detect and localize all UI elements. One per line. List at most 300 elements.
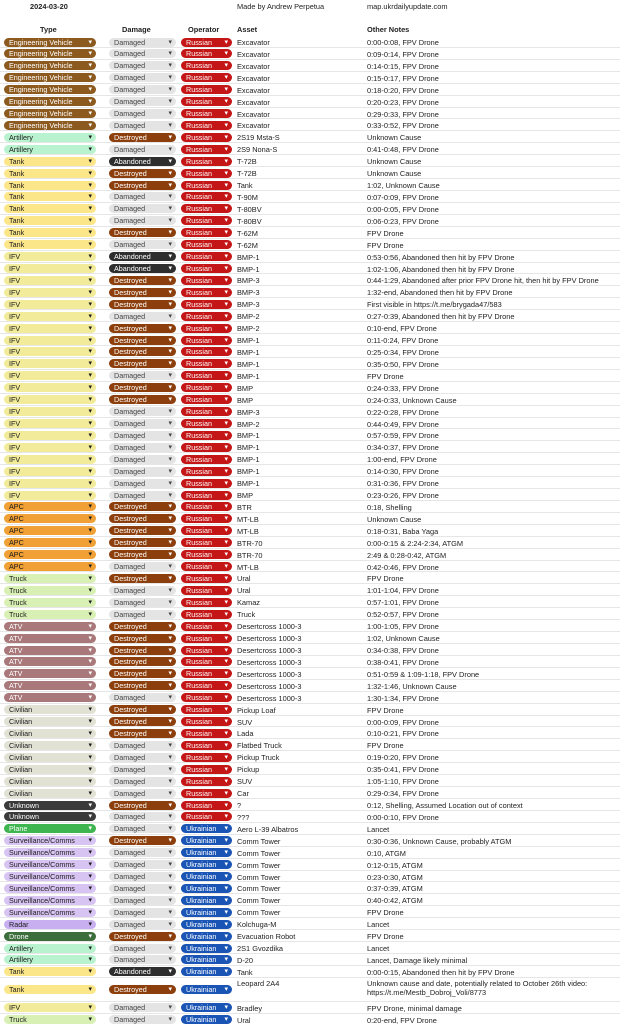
type-dropdown[interactable]: Surveillance/Comms ▾: [4, 872, 96, 881]
type-dropdown[interactable]: Radar ▾: [4, 920, 96, 929]
operator-dropdown[interactable]: Russian ▾: [181, 777, 232, 786]
type-dropdown[interactable]: Truck ▾: [4, 598, 96, 607]
type-dropdown[interactable]: IFV ▾: [4, 300, 96, 309]
damage-dropdown[interactable]: Damaged ▾: [109, 908, 176, 917]
operator-dropdown[interactable]: Russian ▾: [181, 765, 232, 774]
table-row: [0, 286, 620, 298]
damage-dropdown[interactable]: Damaged ▾: [109, 598, 176, 607]
operator-dropdown[interactable]: Ukrainian ▾: [181, 944, 232, 953]
notes-cell: 0:18-0:31, Baba Yaga: [367, 526, 439, 536]
operator-dropdown[interactable]: Russian ▾: [181, 216, 232, 225]
table-row: [0, 453, 620, 465]
table-row: [0, 489, 620, 501]
table-row: [0, 572, 620, 584]
type-dropdown[interactable]: Tank ▾: [4, 985, 96, 994]
operator-dropdown[interactable]: Russian ▾: [181, 145, 232, 154]
type-dropdown[interactable]: IFV ▾: [4, 1003, 96, 1012]
operator-dropdown[interactable]: Russian ▾: [181, 729, 232, 738]
operator-dropdown[interactable]: Russian ▾: [181, 359, 232, 368]
operator-dropdown[interactable]: Ukrainian ▾: [181, 920, 232, 929]
damage-dropdown[interactable]: Destroyed ▾: [109, 169, 176, 178]
damage-dropdown[interactable]: Destroyed ▾: [109, 538, 176, 547]
asset-cell: MT-LB: [237, 562, 259, 572]
damage-dropdown[interactable]: Destroyed ▾: [109, 181, 176, 190]
notes-cell: Unknown Cause: [367, 157, 422, 167]
operator-dropdown[interactable]: Russian ▾: [181, 491, 232, 500]
type-dropdown[interactable]: Artillery ▾: [4, 133, 96, 142]
asset-cell: BMP-1: [237, 264, 260, 274]
type-dropdown[interactable]: Civilian ▾: [4, 717, 96, 726]
type-dropdown[interactable]: Engineering Vehicle ▾: [4, 121, 96, 130]
type-dropdown[interactable]: Tank ▾: [4, 240, 96, 249]
damage-dropdown[interactable]: Destroyed ▾: [109, 383, 176, 392]
operator-dropdown[interactable]: Russian ▾: [181, 526, 232, 535]
damage-dropdown[interactable]: Destroyed ▾: [109, 729, 176, 738]
damage-dropdown[interactable]: Damaged ▾: [109, 443, 176, 452]
type-dropdown[interactable]: Engineering Vehicle ▾: [4, 85, 96, 94]
table-row: [0, 787, 620, 799]
operator-dropdown[interactable]: Russian ▾: [181, 550, 232, 559]
type-dropdown[interactable]: Tank ▾: [4, 228, 96, 237]
type-dropdown[interactable]: Tank ▾: [4, 967, 96, 976]
operator-dropdown[interactable]: Russian ▾: [181, 38, 232, 47]
type-dropdown[interactable]: Tank ▾: [4, 204, 96, 213]
type-dropdown[interactable]: Civilian ▾: [4, 777, 96, 786]
operator-dropdown[interactable]: Russian ▾: [181, 192, 232, 201]
type-dropdown[interactable]: Engineering Vehicle ▾: [4, 49, 96, 58]
damage-dropdown[interactable]: Destroyed ▾: [109, 276, 176, 285]
type-dropdown[interactable]: Surveillance/Comms ▾: [4, 884, 96, 893]
type-dropdown[interactable]: Engineering Vehicle ▾: [4, 109, 96, 118]
type-dropdown[interactable]: IFV ▾: [4, 359, 96, 368]
type-dropdown[interactable]: Engineering Vehicle ▾: [4, 38, 96, 47]
operator-dropdown[interactable]: Russian ▾: [181, 204, 232, 213]
operator-dropdown[interactable]: Ukrainian ▾: [181, 967, 232, 976]
damage-dropdown[interactable]: Damaged ▾: [109, 192, 176, 201]
type-dropdown[interactable]: Surveillance/Comms ▾: [4, 836, 96, 845]
damage-dropdown[interactable]: Destroyed ▾: [109, 347, 176, 356]
type-dropdown[interactable]: IFV ▾: [4, 252, 96, 261]
notes-cell: 0:35-0:50, FPV Drone: [367, 359, 439, 369]
operator-dropdown[interactable]: Russian ▾: [181, 586, 232, 595]
damage-dropdown[interactable]: Damaged ▾: [109, 884, 176, 893]
operator-dropdown[interactable]: Russian ▾: [181, 812, 232, 821]
type-dropdown[interactable]: Surveillance/Comms ▾: [4, 848, 96, 857]
damage-dropdown[interactable]: Destroyed ▾: [109, 550, 176, 559]
damage-dropdown[interactable]: Destroyed ▾: [109, 395, 176, 404]
asset-cell: BMP-3: [237, 407, 260, 417]
table-row: [0, 692, 620, 704]
type-dropdown[interactable]: ATV ▾: [4, 693, 96, 702]
type-dropdown[interactable]: IFV ▾: [4, 491, 96, 500]
operator-dropdown[interactable]: Russian ▾: [181, 514, 232, 523]
operator-dropdown[interactable]: Ukrainian ▾: [181, 848, 232, 857]
damage-dropdown[interactable]: Destroyed ▾: [109, 932, 176, 941]
type-dropdown[interactable]: IFV ▾: [4, 312, 96, 321]
damage-dropdown[interactable]: Damaged ▾: [109, 860, 176, 869]
type-dropdown[interactable]: IFV ▾: [4, 276, 96, 285]
type-dropdown[interactable]: Truck ▾: [4, 1015, 96, 1024]
table-row: [0, 1002, 620, 1014]
type-dropdown[interactable]: Engineering Vehicle ▾: [4, 61, 96, 70]
operator-dropdown[interactable]: Russian ▾: [181, 634, 232, 643]
operator-dropdown[interactable]: Ukrainian ▾: [181, 932, 232, 941]
type-dropdown[interactable]: Tank ▾: [4, 216, 96, 225]
operator-dropdown[interactable]: Russian ▾: [181, 407, 232, 416]
damage-dropdown[interactable]: Destroyed ▾: [109, 574, 176, 583]
notes-cell: 0:30-0:36, Unknown Cause, probably ATGM: [367, 836, 512, 846]
damage-dropdown[interactable]: Damaged ▾: [109, 586, 176, 595]
damage-dropdown[interactable]: Damaged ▾: [109, 824, 176, 833]
type-dropdown[interactable]: IFV ▾: [4, 395, 96, 404]
type-dropdown[interactable]: Truck ▾: [4, 610, 96, 619]
operator-dropdown[interactable]: Russian ▾: [181, 181, 232, 190]
type-dropdown[interactable]: Truck ▾: [4, 586, 96, 595]
damage-dropdown[interactable]: Damaged ▾: [109, 216, 176, 225]
notes-cell: 0:10-end, FPV Drone: [367, 324, 437, 334]
type-dropdown[interactable]: ATV ▾: [4, 634, 96, 643]
operator-dropdown[interactable]: Russian ▾: [181, 610, 232, 619]
type-dropdown[interactable]: IFV ▾: [4, 288, 96, 297]
asset-cell: BMP-1: [237, 467, 260, 477]
damage-dropdown[interactable]: Damaged ▾: [109, 610, 176, 619]
operator-dropdown[interactable]: Russian ▾: [181, 622, 232, 631]
type-dropdown[interactable]: Tank ▾: [4, 157, 96, 166]
operator-dropdown[interactable]: Russian ▾: [181, 598, 232, 607]
damage-dropdown[interactable]: Abandoned ▾: [109, 252, 176, 261]
type-dropdown[interactable]: APC ▾: [4, 526, 96, 535]
damage-dropdown[interactable]: Destroyed ▾: [109, 717, 176, 726]
operator-dropdown[interactable]: Ukrainian ▾: [181, 860, 232, 869]
damage-dropdown[interactable]: Damaged ▾: [109, 753, 176, 762]
asset-cell: Desertcross 1000-3: [237, 669, 302, 679]
operator-dropdown[interactable]: Ukrainian ▾: [181, 1015, 232, 1024]
damage-dropdown[interactable]: Damaged ▾: [109, 97, 176, 106]
operator-dropdown[interactable]: Russian ▾: [181, 347, 232, 356]
damage-dropdown[interactable]: Destroyed ▾: [109, 669, 176, 678]
damage-dropdown[interactable]: Damaged ▾: [109, 562, 176, 571]
table-row: [0, 167, 620, 179]
asset-cell: SUV: [237, 777, 253, 787]
damage-dropdown[interactable]: Destroyed ▾: [109, 646, 176, 655]
type-dropdown[interactable]: APC ▾: [4, 562, 96, 571]
damage-dropdown[interactable]: Damaged ▾: [109, 1003, 176, 1012]
damage-dropdown[interactable]: Damaged ▾: [109, 944, 176, 953]
operator-dropdown[interactable]: Ukrainian ▾: [181, 896, 232, 905]
damage-dropdown[interactable]: Destroyed ▾: [109, 514, 176, 523]
type-dropdown[interactable]: Civilian ▾: [4, 789, 96, 798]
damage-dropdown[interactable]: Destroyed ▾: [109, 801, 176, 810]
damage-dropdown[interactable]: Destroyed ▾: [109, 634, 176, 643]
type-dropdown[interactable]: IFV ▾: [4, 336, 96, 345]
type-dropdown[interactable]: ATV ▾: [4, 622, 96, 631]
table-row: [0, 298, 620, 310]
damage-dropdown[interactable]: Destroyed ▾: [109, 836, 176, 845]
type-dropdown[interactable]: APC ▾: [4, 502, 96, 511]
damage-dropdown[interactable]: Damaged ▾: [109, 467, 176, 476]
type-dropdown[interactable]: Engineering Vehicle ▾: [4, 73, 96, 82]
damage-dropdown[interactable]: Damaged ▾: [109, 872, 176, 881]
operator-dropdown[interactable]: Russian ▾: [181, 741, 232, 750]
type-dropdown[interactable]: Artillery ▾: [4, 955, 96, 964]
damage-dropdown[interactable]: Abandoned ▾: [109, 967, 176, 976]
damage-dropdown[interactable]: Damaged ▾: [109, 38, 176, 47]
operator-dropdown[interactable]: Russian ▾: [181, 801, 232, 810]
type-dropdown[interactable]: Civilian ▾: [4, 705, 96, 714]
damage-dropdown[interactable]: Damaged ▾: [109, 955, 176, 964]
damage-dropdown[interactable]: Damaged ▾: [109, 419, 176, 428]
notes-cell: Lancet: [367, 920, 390, 930]
asset-cell: Excavator: [237, 49, 270, 59]
type-dropdown[interactable]: IFV ▾: [4, 431, 96, 440]
operator-dropdown[interactable]: Russian ▾: [181, 85, 232, 94]
operator-dropdown[interactable]: Ukrainian ▾: [181, 908, 232, 917]
type-dropdown[interactable]: Engineering Vehicle ▾: [4, 97, 96, 106]
type-dropdown[interactable]: Plane ▾: [4, 824, 96, 833]
damage-dropdown[interactable]: Damaged ▾: [109, 789, 176, 798]
type-dropdown[interactable]: APC ▾: [4, 550, 96, 559]
operator-dropdown[interactable]: Russian ▾: [181, 669, 232, 678]
column-header-notes: Other Notes: [367, 25, 410, 34]
damage-dropdown[interactable]: Abandoned ▾: [109, 264, 176, 273]
operator-dropdown[interactable]: Russian ▾: [181, 479, 232, 488]
type-dropdown[interactable]: Unknown ▾: [4, 801, 96, 810]
damage-dropdown[interactable]: Damaged ▾: [109, 371, 176, 380]
asset-cell: Excavator: [237, 109, 270, 119]
operator-dropdown[interactable]: Russian ▾: [181, 121, 232, 130]
damage-dropdown[interactable]: Destroyed ▾: [109, 657, 176, 666]
operator-dropdown[interactable]: Russian ▾: [181, 97, 232, 106]
damage-dropdown[interactable]: Destroyed ▾: [109, 336, 176, 345]
asset-cell: BMP-1: [237, 431, 260, 441]
damage-dropdown[interactable]: Damaged ▾: [109, 145, 176, 154]
type-dropdown[interactable]: IFV ▾: [4, 347, 96, 356]
table-row: [0, 203, 620, 215]
type-dropdown[interactable]: Unknown ▾: [4, 812, 96, 821]
operator-dropdown[interactable]: Russian ▾: [181, 443, 232, 452]
operator-dropdown[interactable]: Russian ▾: [181, 109, 232, 118]
damage-dropdown[interactable]: Damaged ▾: [109, 49, 176, 58]
operator-dropdown[interactable]: Russian ▾: [181, 276, 232, 285]
type-dropdown[interactable]: Civilian ▾: [4, 753, 96, 762]
type-dropdown[interactable]: Civilian ▾: [4, 741, 96, 750]
damage-dropdown[interactable]: Damaged ▾: [109, 407, 176, 416]
type-dropdown[interactable]: Artillery ▾: [4, 944, 96, 953]
type-dropdown[interactable]: Civilian ▾: [4, 765, 96, 774]
damage-dropdown[interactable]: Damaged ▾: [109, 479, 176, 488]
table-row: [0, 119, 620, 131]
operator-dropdown[interactable]: Russian ▾: [181, 157, 232, 166]
table-row: [0, 632, 620, 644]
notes-cell: 0:20-end, FPV Drone: [367, 1015, 437, 1024]
operator-dropdown[interactable]: Russian ▾: [181, 383, 232, 392]
damage-dropdown[interactable]: Destroyed ▾: [109, 359, 176, 368]
type-dropdown[interactable]: Surveillance/Comms ▾: [4, 896, 96, 905]
operator-dropdown[interactable]: Russian ▾: [181, 288, 232, 297]
damage-dropdown[interactable]: Damaged ▾: [109, 777, 176, 786]
operator-dropdown[interactable]: Russian ▾: [181, 419, 232, 428]
type-dropdown[interactable]: ATV ▾: [4, 646, 96, 655]
operator-dropdown[interactable]: Russian ▾: [181, 61, 232, 70]
asset-cell: Excavator: [237, 38, 270, 47]
operator-dropdown[interactable]: Ukrainian ▾: [181, 884, 232, 893]
type-dropdown[interactable]: IFV ▾: [4, 419, 96, 428]
damage-dropdown[interactable]: Destroyed ▾: [109, 526, 176, 535]
losses-table: [0, 36, 620, 1024]
operator-dropdown[interactable]: Russian ▾: [181, 395, 232, 404]
notes-cell: 0:52-0:57, FPV Drone: [367, 610, 439, 620]
damage-dropdown[interactable]: Damaged ▾: [109, 920, 176, 929]
type-dropdown[interactable]: IFV ▾: [4, 455, 96, 464]
operator-dropdown[interactable]: Russian ▾: [181, 753, 232, 762]
asset-cell: Ural: [237, 586, 251, 596]
notes-cell: 0:10-0:21, FPV Drone: [367, 729, 439, 739]
type-dropdown[interactable]: IFV ▾: [4, 383, 96, 392]
operator-dropdown[interactable]: Ukrainian ▾: [181, 872, 232, 881]
damage-dropdown[interactable]: Damaged ▾: [109, 240, 176, 249]
type-dropdown[interactable]: IFV ▾: [4, 479, 96, 488]
damage-dropdown[interactable]: Destroyed ▾: [109, 228, 176, 237]
damage-dropdown[interactable]: Destroyed ▾: [109, 288, 176, 297]
type-dropdown[interactable]: Surveillance/Comms ▾: [4, 908, 96, 917]
operator-dropdown[interactable]: Russian ▾: [181, 502, 232, 511]
notes-cell: 1:00-1:05, FPV Drone: [367, 622, 439, 632]
damage-dropdown[interactable]: Destroyed ▾: [109, 133, 176, 142]
damage-dropdown[interactable]: Damaged ▾: [109, 848, 176, 857]
operator-dropdown[interactable]: Russian ▾: [181, 681, 232, 690]
damage-dropdown[interactable]: Damaged ▾: [109, 73, 176, 82]
operator-dropdown[interactable]: Ukrainian ▾: [181, 985, 232, 994]
type-dropdown[interactable]: Tank ▾: [4, 181, 96, 190]
damage-dropdown[interactable]: Abandoned ▾: [109, 157, 176, 166]
operator-dropdown[interactable]: Russian ▾: [181, 455, 232, 464]
operator-dropdown[interactable]: Russian ▾: [181, 705, 232, 714]
damage-dropdown[interactable]: Damaged ▾: [109, 85, 176, 94]
operator-dropdown[interactable]: Ukrainian ▾: [181, 824, 232, 833]
type-dropdown[interactable]: APC ▾: [4, 538, 96, 547]
damage-dropdown[interactable]: Destroyed ▾: [109, 985, 176, 994]
type-dropdown[interactable]: Artillery ▾: [4, 145, 96, 154]
damage-dropdown[interactable]: Destroyed ▾: [109, 324, 176, 333]
notes-cell: 0:00-0:08, FPV Drone: [367, 38, 439, 47]
operator-dropdown[interactable]: Russian ▾: [181, 169, 232, 178]
damage-dropdown[interactable]: Damaged ▾: [109, 109, 176, 118]
operator-dropdown[interactable]: Russian ▾: [181, 73, 232, 82]
operator-dropdown[interactable]: Russian ▾: [181, 49, 232, 58]
type-dropdown[interactable]: Truck ▾: [4, 574, 96, 583]
operator-dropdown[interactable]: Ukrainian ▾: [181, 1003, 232, 1012]
table-row: [0, 394, 620, 406]
notes-cell: FPV Drone: [367, 705, 404, 715]
damage-dropdown[interactable]: Destroyed ▾: [109, 300, 176, 309]
type-dropdown[interactable]: Tank ▾: [4, 169, 96, 178]
damage-dropdown[interactable]: Damaged ▾: [109, 491, 176, 500]
operator-dropdown[interactable]: Russian ▾: [181, 562, 232, 571]
operator-dropdown[interactable]: Russian ▾: [181, 228, 232, 237]
operator-dropdown[interactable]: Russian ▾: [181, 717, 232, 726]
type-dropdown[interactable]: IFV ▾: [4, 324, 96, 333]
operator-dropdown[interactable]: Russian ▾: [181, 324, 232, 333]
operator-dropdown[interactable]: Russian ▾: [181, 371, 232, 380]
table-row: [0, 48, 620, 60]
table-row: [0, 251, 620, 263]
operator-dropdown[interactable]: Russian ▾: [181, 312, 232, 321]
operator-dropdown[interactable]: Russian ▾: [181, 574, 232, 583]
operator-dropdown[interactable]: Russian ▾: [181, 693, 232, 702]
operator-dropdown[interactable]: Ukrainian ▾: [181, 955, 232, 964]
notes-cell: Unknown Cause: [367, 514, 422, 524]
operator-dropdown[interactable]: Russian ▾: [181, 264, 232, 273]
notes-cell: 0:23-0:30, ATGM: [367, 872, 423, 882]
operator-dropdown[interactable]: Russian ▾: [181, 657, 232, 666]
type-dropdown[interactable]: IFV ▾: [4, 407, 96, 416]
table-row: [0, 96, 620, 108]
damage-dropdown[interactable]: Destroyed ▾: [109, 705, 176, 714]
type-dropdown[interactable]: APC ▾: [4, 514, 96, 523]
operator-dropdown[interactable]: Ukrainian ▾: [181, 836, 232, 845]
type-dropdown[interactable]: IFV ▾: [4, 371, 96, 380]
damage-dropdown[interactable]: Damaged ▾: [109, 312, 176, 321]
table-row: [0, 668, 620, 680]
operator-dropdown[interactable]: Russian ▾: [181, 240, 232, 249]
operator-dropdown[interactable]: Russian ▾: [181, 431, 232, 440]
type-dropdown[interactable]: ATV ▾: [4, 657, 96, 666]
asset-cell: SUV: [237, 717, 253, 727]
top-info-row: [0, 0, 620, 12]
type-dropdown[interactable]: Drone ▾: [4, 932, 96, 941]
type-dropdown[interactable]: Surveillance/Comms ▾: [4, 860, 96, 869]
type-dropdown[interactable]: Tank ▾: [4, 192, 96, 201]
operator-dropdown[interactable]: Russian ▾: [181, 538, 232, 547]
column-header-type: Type: [40, 25, 57, 34]
asset-cell: MT-LB: [237, 514, 259, 524]
damage-dropdown[interactable]: Damaged ▾: [109, 204, 176, 213]
operator-dropdown[interactable]: Russian ▾: [181, 300, 232, 309]
asset-cell: Excavator: [237, 61, 270, 71]
notes-cell: 0:57-1:01, FPV Drone: [367, 598, 439, 608]
damage-dropdown[interactable]: Damaged ▾: [109, 896, 176, 905]
damage-dropdown[interactable]: Damaged ▾: [109, 61, 176, 70]
damage-dropdown[interactable]: Damaged ▾: [109, 455, 176, 464]
damage-dropdown[interactable]: Damaged ▾: [109, 812, 176, 821]
damage-dropdown[interactable]: Damaged ▾: [109, 765, 176, 774]
type-dropdown[interactable]: IFV ▾: [4, 443, 96, 452]
type-dropdown[interactable]: ATV ▾: [4, 681, 96, 690]
table-row: [0, 835, 620, 847]
table-row: [0, 263, 620, 275]
type-dropdown[interactable]: IFV ▾: [4, 264, 96, 273]
damage-dropdown[interactable]: Damaged ▾: [109, 1015, 176, 1024]
notes-cell: Unknown cause and date, potentially related to October 26th video: https://t.me/Mestb_Dobroj_Voli/8773: [367, 978, 588, 998]
operator-dropdown[interactable]: Russian ▾: [181, 336, 232, 345]
type-dropdown[interactable]: Civilian ▾: [4, 729, 96, 738]
operator-dropdown[interactable]: Russian ▾: [181, 252, 232, 261]
operator-dropdown[interactable]: Russian ▾: [181, 467, 232, 476]
operator-dropdown[interactable]: Russian ▾: [181, 646, 232, 655]
damage-dropdown[interactable]: Destroyed ▾: [109, 622, 176, 631]
damage-dropdown[interactable]: Destroyed ▾: [109, 502, 176, 511]
damage-dropdown[interactable]: Damaged ▾: [109, 431, 176, 440]
operator-dropdown[interactable]: Russian ▾: [181, 133, 232, 142]
damage-dropdown[interactable]: Damaged ▾: [109, 693, 176, 702]
damage-dropdown[interactable]: Damaged ▾: [109, 121, 176, 130]
table-row: [0, 608, 620, 620]
damage-dropdown[interactable]: Damaged ▾: [109, 741, 176, 750]
damage-dropdown[interactable]: Destroyed ▾: [109, 681, 176, 690]
type-dropdown[interactable]: ATV ▾: [4, 669, 96, 678]
type-dropdown[interactable]: IFV ▾: [4, 467, 96, 476]
operator-dropdown[interactable]: Russian ▾: [181, 789, 232, 798]
